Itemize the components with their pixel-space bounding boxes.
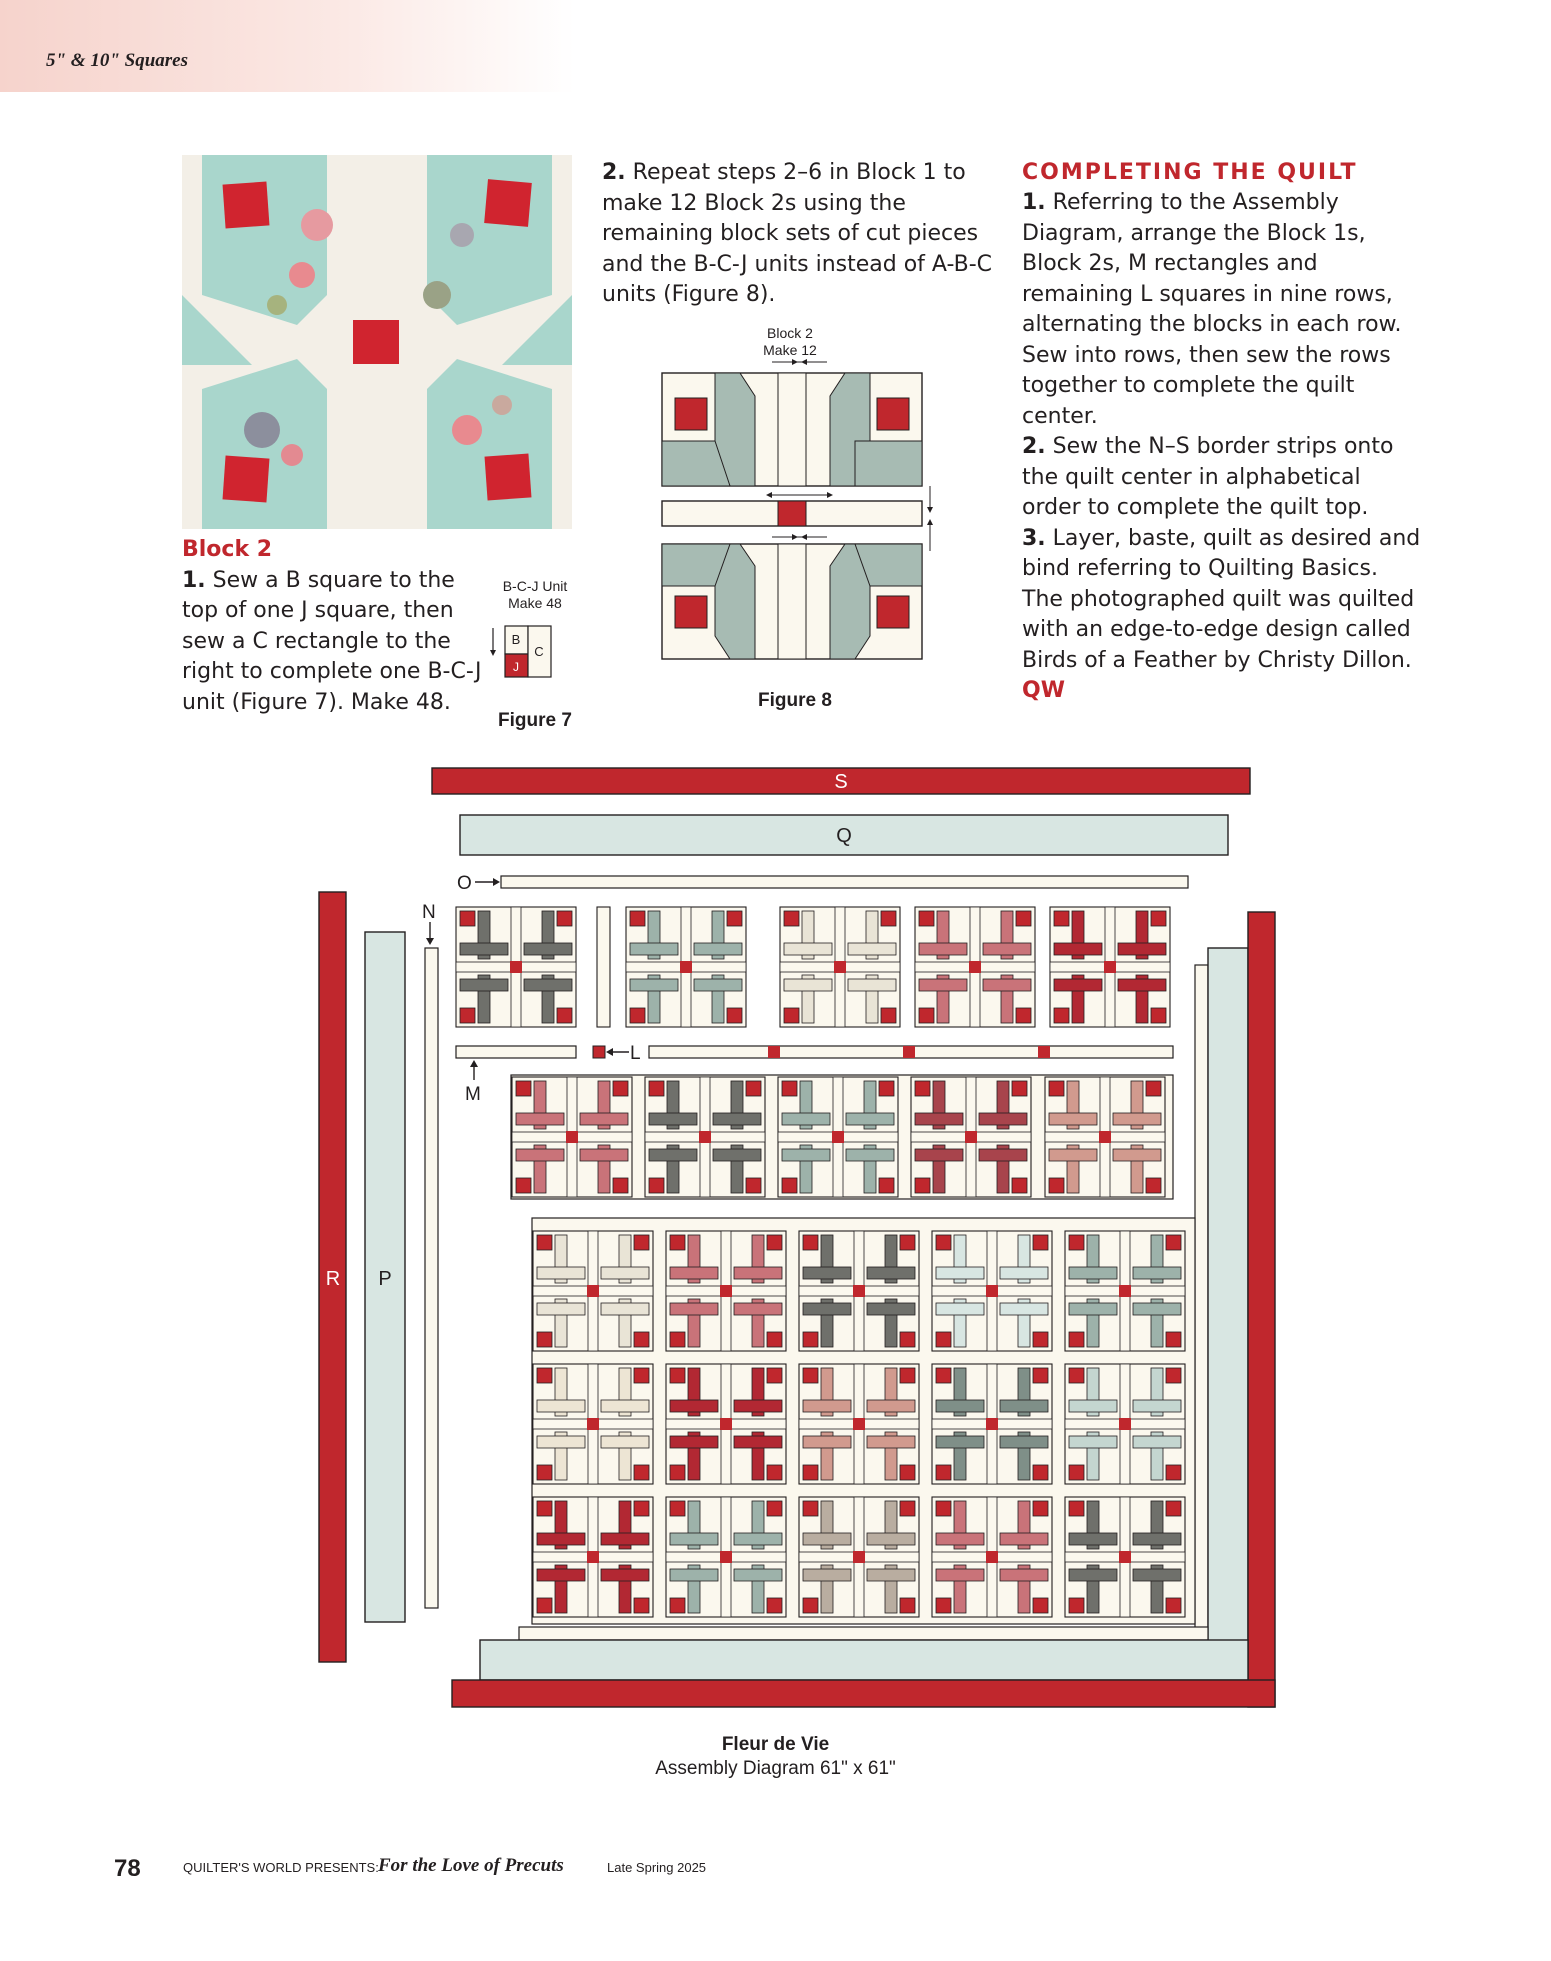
border-r-label: R	[325, 1268, 341, 1290]
completing-step2-text: Sew the N–S border strips onto the quilt center in alphabetical order to complete the quilt top.	[1022, 434, 1394, 520]
figure8-diagram	[655, 356, 945, 666]
row-1	[456, 907, 1170, 1027]
completing-step1-text: Referring to the Assembly Diagram, arrange the Block 1s, Block 2s, M rectangles and remaining L squares in nine rows, alternating the blocks in each row. Sew into rows, then sew the rows together to complete the quilt center.	[1022, 190, 1402, 429]
assembly-title: Fleur de Vie	[721, 1734, 830, 1755]
quilt-block	[799, 1364, 919, 1484]
step-number: 2.	[1022, 434, 1046, 459]
quilt-block	[666, 1364, 786, 1484]
quilt-block	[911, 1077, 1031, 1197]
quilt-block	[1065, 1231, 1185, 1351]
block2-step1-text: Sew a B square to the top of one J square, then sew a C rectangle to the right to complete one B-C-J unit (Figure 7). Make 48.	[182, 567, 482, 715]
piece-l-label: L	[630, 1043, 641, 1064]
header-band	[0, 0, 575, 92]
figure7-diagram	[488, 620, 568, 685]
quilt-block	[932, 1364, 1052, 1484]
figure7-label-line2: Make 48	[508, 595, 562, 611]
qw-signoff: QW	[1022, 678, 1065, 703]
completing-step3-text: Layer, baste, quilt as desired and bind referring to Quilting Basics. The photographed quilt was quilted with an edge-to-edge design called Birds of a Feather by Christy Dillon.	[1022, 525, 1421, 673]
piece-j-label: J	[513, 660, 519, 674]
border-s-label: S	[834, 771, 848, 793]
block2-heading: Block 2	[182, 537, 273, 562]
figure7-label-line1: B-C-J Unit	[502, 578, 568, 594]
quilt-block	[778, 1077, 898, 1197]
border-p-label: P	[378, 1268, 392, 1290]
figure8-label-line1: Block 2	[767, 325, 813, 341]
issue-date: Late Spring 2025	[607, 1860, 707, 1875]
quilt-block	[533, 1364, 653, 1484]
step-number: 2.	[602, 160, 626, 185]
publisher-name: QUILTER'S WORLD PRESENTS:	[183, 1860, 379, 1875]
border-n-label: N	[422, 902, 436, 923]
piece-m-label: M	[465, 1084, 481, 1105]
figure7-caption: Figure 7	[498, 710, 572, 731]
quilt-block	[1045, 1077, 1165, 1197]
border-o-label: O	[457, 873, 472, 894]
quilt-block	[932, 1497, 1052, 1617]
section-title: 5" & 10" Squares	[46, 50, 188, 71]
quilt-block	[666, 1497, 786, 1617]
piece-c-label: C	[534, 644, 544, 659]
magazine-title: For the Love of Precuts	[378, 1855, 564, 1876]
step2-section	[602, 158, 1002, 311]
quilt-block	[1050, 907, 1170, 1027]
border-q-label: Q	[836, 825, 852, 847]
block2-section	[182, 535, 482, 718]
quilt-block	[1065, 1364, 1185, 1484]
figure8-label-line2: Make 12	[763, 342, 817, 358]
quilt-block	[533, 1497, 653, 1617]
quilt-block	[780, 907, 900, 1027]
page-number: 78	[114, 1855, 141, 1882]
step-number: 3.	[1022, 525, 1046, 551]
quilt-center	[532, 1218, 1195, 1624]
quilt-block	[1065, 1497, 1185, 1617]
piece-b-label: B	[511, 632, 521, 647]
assembly-diagram	[0, 760, 1551, 1710]
quilt-block	[626, 907, 746, 1027]
quilt-block	[932, 1231, 1052, 1351]
quilt-block	[915, 907, 1035, 1027]
block-photo	[182, 155, 572, 529]
figure7-label	[485, 578, 585, 612]
quilt-block	[666, 1231, 786, 1351]
row-2	[511, 1075, 1173, 1199]
step-number: 1.	[182, 567, 206, 593]
quilt-block	[645, 1077, 765, 1197]
quilt-block	[456, 907, 576, 1027]
completing-section	[1022, 158, 1422, 707]
assembly-subtitle: Assembly Diagram 61" x 61"	[655, 1758, 896, 1779]
quilt-block	[533, 1231, 653, 1351]
quilt-block	[799, 1497, 919, 1617]
step2-text: Repeat steps 2–6 in Block 1 to make 12 Block 2s using the remaining block sets of cut pieces and the B-C-J units instead of A-B-C units (Figure 8).	[602, 160, 993, 307]
figure8-label	[740, 325, 840, 359]
step-number: 1.	[1022, 190, 1046, 215]
figure8-caption: Figure 8	[758, 690, 832, 711]
completing-heading: COMPLETING THE QUILT	[1022, 160, 1358, 185]
quilt-block	[512, 1077, 632, 1197]
quilt-block	[799, 1231, 919, 1351]
